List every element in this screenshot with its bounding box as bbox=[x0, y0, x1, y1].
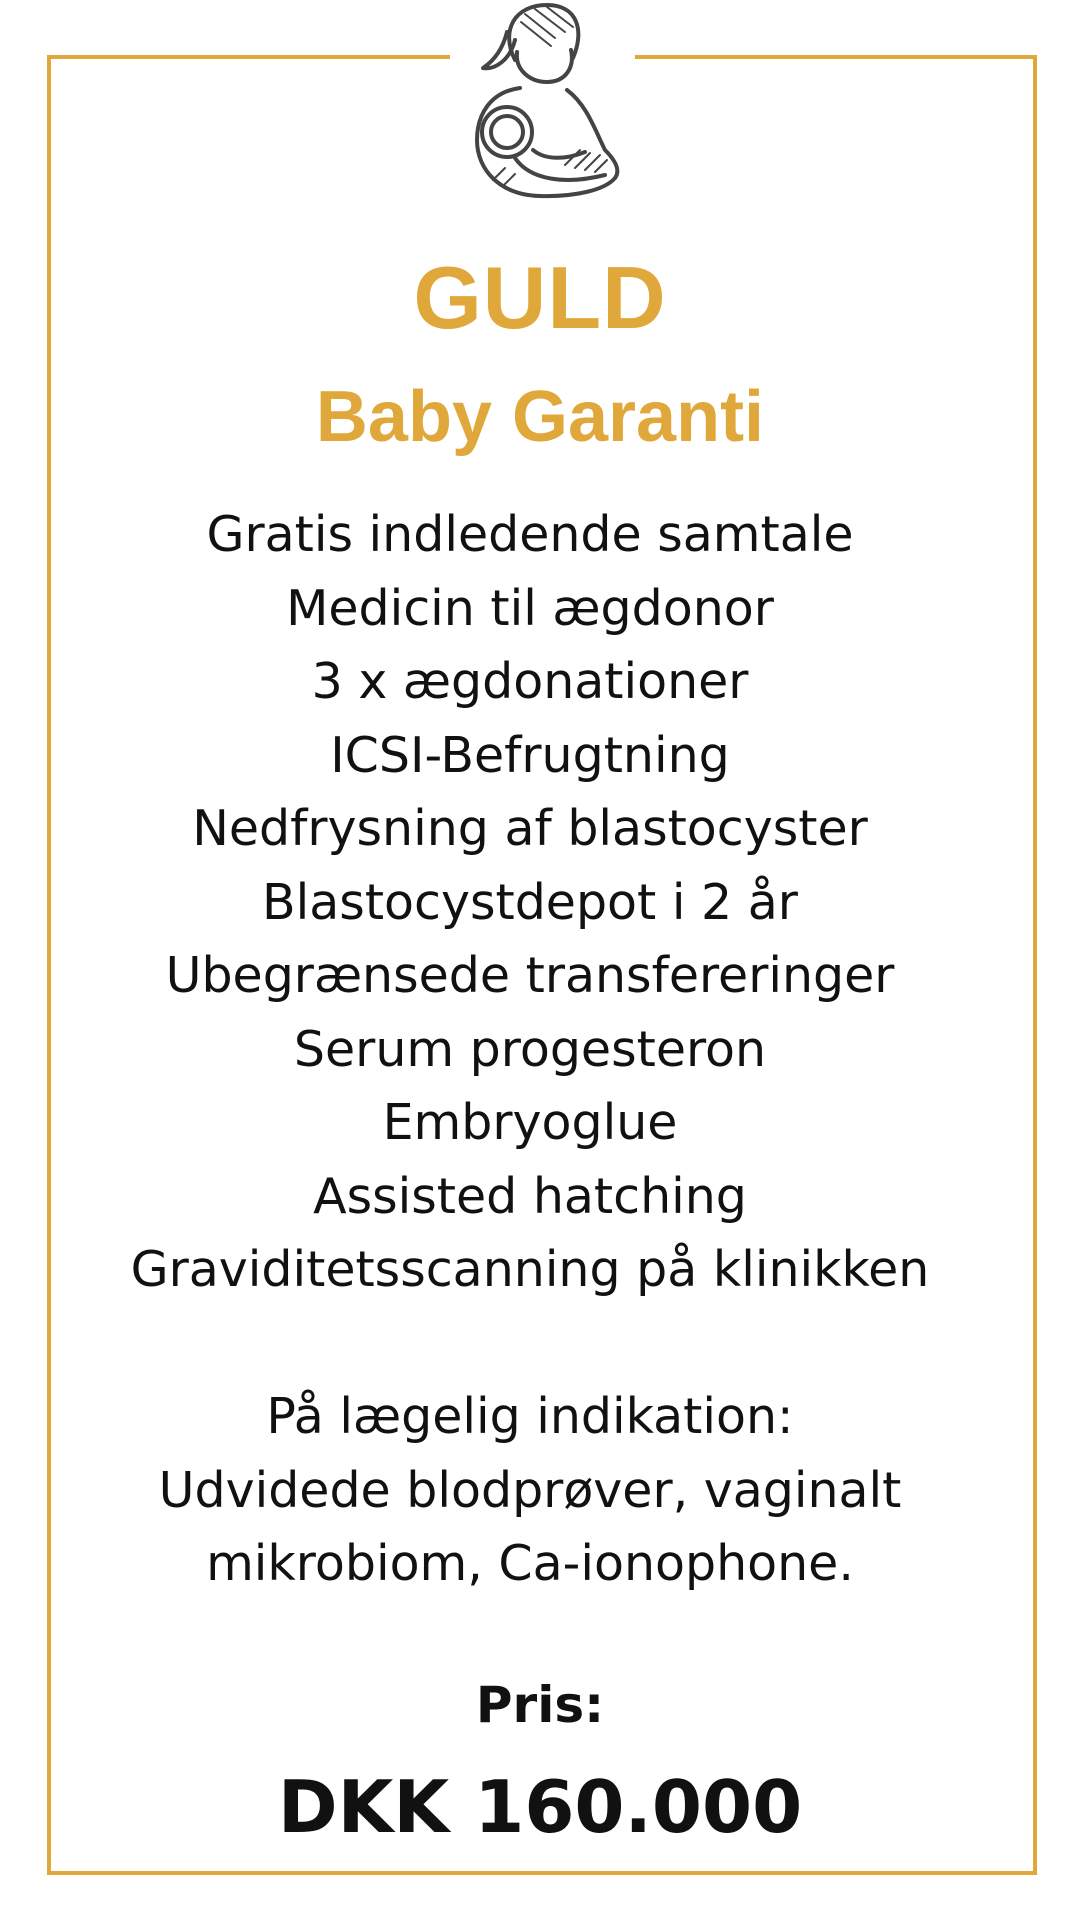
feature-item: Gratis indledende samtale bbox=[206, 506, 854, 563]
mother-holding-baby-icon bbox=[455, 0, 635, 205]
feature-item: Assisted hatching bbox=[313, 1167, 747, 1225]
feature-item: Ubegrænsede transfereringer bbox=[165, 947, 895, 1004]
indication-note bbox=[100, 1380, 960, 1601]
package-title: GULD bbox=[413, 248, 667, 347]
feature-item: Serum progesteron bbox=[293, 1020, 767, 1078]
feature-item: Blastocystdepot i 2 år bbox=[262, 873, 798, 931]
package-subtitle: Baby Garanti bbox=[315, 377, 765, 457]
feature-item: Graviditetsscanning på klinikken bbox=[130, 1241, 930, 1298]
price-label: Pris: bbox=[475, 1676, 605, 1734]
indication-line: mikrobiom, Ca-ionophone. bbox=[206, 1535, 854, 1592]
feature-item: 3 x ægdonationer bbox=[311, 653, 749, 710]
price-value: DKK 160.000 bbox=[277, 1765, 803, 1849]
feature-item: Nedfrysning af blastocyster bbox=[192, 800, 868, 857]
feature-item: Medicin til ægdonor bbox=[286, 579, 774, 637]
feature-item: Embryoglue bbox=[382, 1094, 678, 1151]
indication-heading: På lægelig indikation: bbox=[266, 1388, 794, 1445]
feature-list bbox=[100, 498, 960, 1307]
feature-item: ICSI-Befrugtning bbox=[330, 726, 730, 784]
indication-line: Udvidede blodprøver, vaginalt bbox=[158, 1461, 902, 1519]
